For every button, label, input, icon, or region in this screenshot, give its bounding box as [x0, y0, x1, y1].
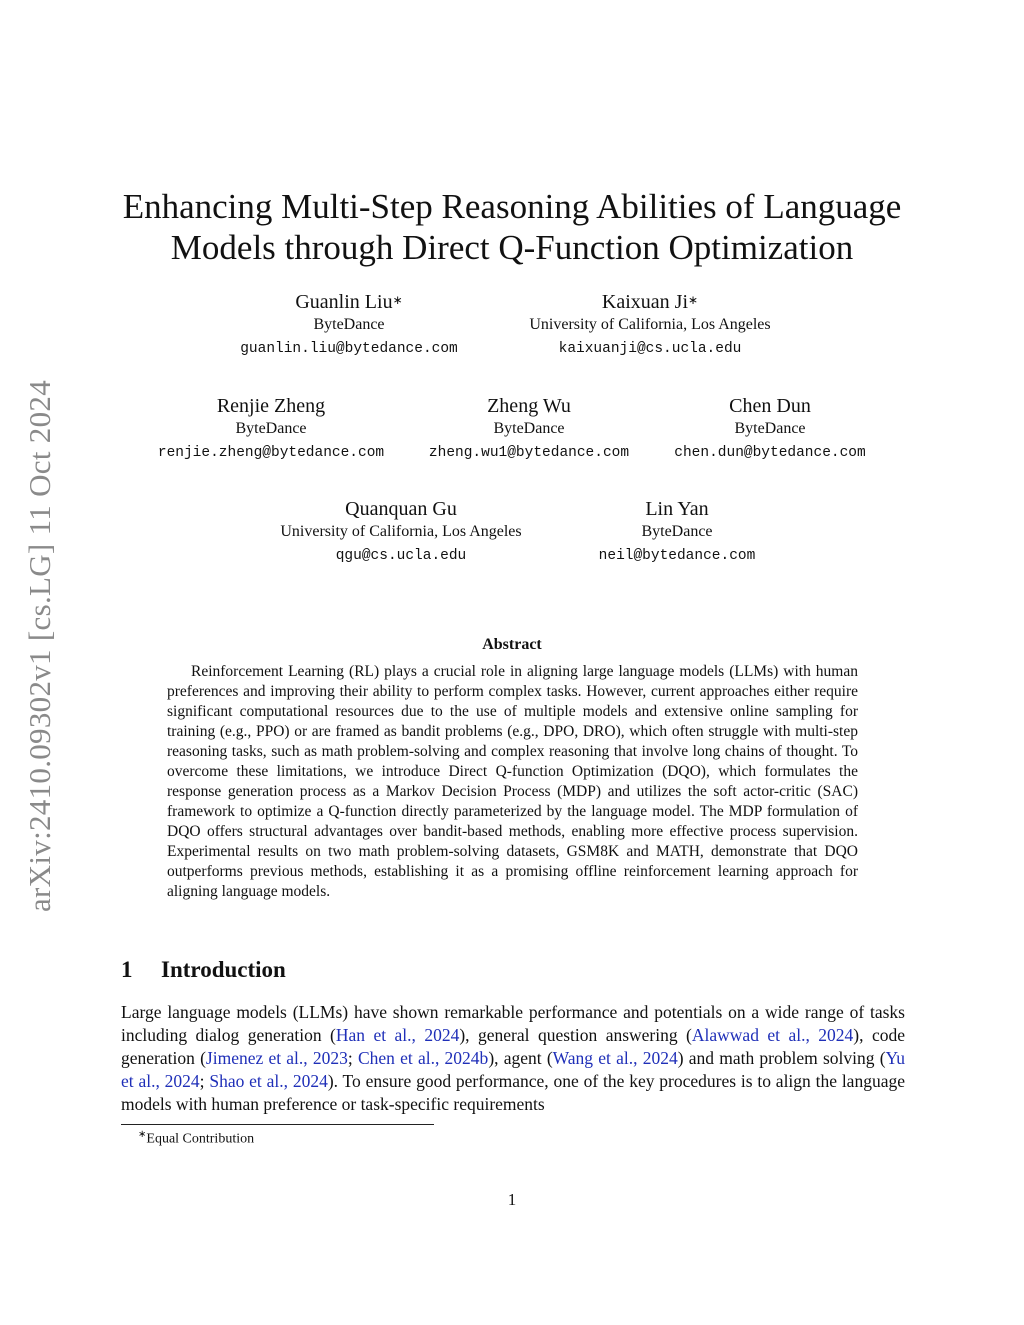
introduction-paragraph: Large language models (LLMs) have shown remarkable performance and potentials on a wide range of tasks including dialog generation (Han et al., 2024), general question answering (Alawwad et al., 2024), code generation (Jimenez et al., 2023; Chen et al., 2024b), agent (Wang et al., 2024) and math problem solving (Yu et al., 2024; Shao et al., 2024). To ensure good performance, one of the key procedures is to align the language models with human preference or task-specific requirements [121, 1002, 905, 1114]
citation-link[interactable]: Chen et al., 2024b [357, 1048, 489, 1068]
footnote [138, 1129, 254, 1148]
author-email: chen.dun@bytedance.com [674, 445, 866, 461]
author-name: Quanquan Gu [345, 498, 457, 520]
section-number: 1 [121, 957, 133, 982]
author-affiliation: ByteDance [493, 420, 565, 437]
citation-link[interactable]: Yu et al., 2024 [121, 1048, 905, 1091]
footnote-mark: ∗ [138, 1129, 147, 1140]
citation-link[interactable]: Shao et al., 2024 [209, 1071, 328, 1091]
page-number: 1 [507, 1190, 517, 1209]
author-affiliation: ByteDance [734, 420, 806, 437]
author-email: kaixuanji@cs.ucla.edu [558, 341, 742, 357]
footnote-divider [121, 1124, 434, 1125]
paper-title [0, 186, 1024, 268]
section-heading [121, 957, 286, 983]
section-title: Introduction [161, 957, 286, 982]
title-line-2: Models through Direct Q-Function Optimization [170, 228, 854, 267]
citation-link[interactable]: Han et al., 2024 [335, 1025, 460, 1045]
author-affiliation: University of California, Los Angeles [529, 316, 771, 333]
arxiv-identifier-stamp: arXiv:2410.09302v1 [cs.LG] 11 Oct 2024 [22, 380, 57, 912]
citation-link[interactable]: Jimenez et al., 2023 [205, 1048, 348, 1068]
author-email: zheng.wu1@bytedance.com [428, 445, 630, 461]
author-name: Renjie Zheng [216, 395, 326, 417]
author-block [590, 395, 950, 462]
author-affiliation: ByteDance [235, 420, 307, 437]
author-affiliation: ByteDance [641, 523, 713, 540]
author-name: Kaixuan Ji∗ [601, 291, 699, 313]
title-line-1: Enhancing Multi-Step Reasoning Abilities of Language [122, 187, 902, 226]
citation-link[interactable]: Wang et al., 2024 [552, 1048, 678, 1068]
author-affiliation: ByteDance [313, 316, 385, 333]
author-email: qgu@cs.ucla.edu [335, 548, 467, 564]
abstract-heading: Abstract [482, 636, 542, 653]
author-name: Lin Yan [645, 498, 709, 520]
author-email: guanlin.liu@bytedance.com [240, 341, 458, 357]
author-block [470, 291, 830, 358]
footnote-text: Equal Contribution [146, 1131, 255, 1147]
author-affiliation: University of California, Los Angeles [280, 523, 522, 540]
author-email: neil@bytedance.com [598, 548, 756, 564]
abstract-body: Reinforcement Learning (RL) plays a crucial role in aligning large language models (LLMs) with human preferences and improving their ability to perform complex tasks. However, current approaches either require significant computational resources due to the use of multiple models and extensive online sampling for training (e.g., PPO) or are framed as bandit problems (e.g., DPO, DRO), which often struggle with multi-step reasoning tasks, such as math problem-solving and complex reasoning that involve long chains of thought. To overcome these limitations, we introduce Direct Q-function Optimization (DQO), which formulates the response generation process as a Markov Decision Process (MDP) and utilizes the soft actor-critic (SAC) framework to optimize a Q-function directly parameterized by the language model. The MDP formulation of DQO offers structural advantages over bandit-based methods, enabling more effective process supervision. Experimental results on two math problem-solving datasets, GSM8K and MATH, demonstrate that DQO outperforms previous methods, establishing it as a promising offline reinforcement learning approach for aligning language models. [167, 663, 858, 900]
citation-link[interactable]: Alawwad et al., 2024 [691, 1025, 854, 1045]
author-name: Zheng Wu [487, 395, 571, 417]
author-name: Guanlin Liu∗ [295, 291, 403, 313]
author-name: Chen Dun [729, 395, 811, 417]
author-email: renjie.zheng@bytedance.com [157, 445, 385, 461]
author-block [497, 498, 857, 565]
